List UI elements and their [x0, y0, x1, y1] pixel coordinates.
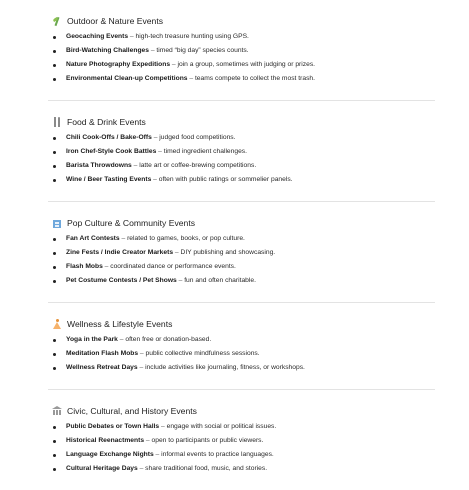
event-list: [52, 333, 435, 375]
section-divider: [48, 100, 435, 101]
section-outdoor-nature: [52, 14, 435, 86]
fork-and-knife-icon: [52, 117, 62, 127]
list-item: Public Debates or Town Halls – engage with social or political issues.: [52, 420, 435, 434]
section-title: Pop Culture & Community Events: [67, 218, 196, 228]
list-item: Flash Mobs – coordinated dance or performance events.: [52, 260, 435, 274]
section-heading: [52, 317, 435, 331]
section-title: Civic, Cultural, and History Events: [67, 406, 197, 416]
section-heading: [52, 115, 435, 129]
section-civic-cultural: [52, 404, 435, 476]
list-item: Nature Photography Expeditions – join a group, sometimes with judging or prizes.: [52, 58, 435, 72]
person-in-lotus-icon: [52, 319, 62, 329]
classical-building-icon: [52, 406, 62, 416]
list-item: Yoga in the Park – often free or donation-based.: [52, 333, 435, 347]
section-title: Food & Drink Events: [67, 117, 146, 127]
section-pop-culture: [52, 216, 435, 288]
list-item: Environmental Clean-up Competitions – teams compete to collect the most trash.: [52, 72, 435, 86]
section-heading: [52, 14, 435, 28]
section-divider: [48, 389, 435, 390]
section-title: Wellness & Lifestyle Events: [67, 319, 173, 329]
list-item: Language Exchange Nights – informal events to practice languages.: [52, 448, 435, 462]
list-item: Meditation Flash Mobs – public collective mindfulness sessions.: [52, 347, 435, 361]
list-item: Bird-Watching Challenges – timed “big day” species counts.: [52, 44, 435, 58]
building-icon: [52, 218, 62, 228]
list-item: Geocaching Events – high-tech treasure hunting using GPS.: [52, 30, 435, 44]
section-divider: [48, 201, 435, 202]
list-item: Pet Costume Contests / Pet Shows – fun and often charitable.: [52, 274, 435, 288]
herb-icon: [52, 16, 62, 26]
event-list: [52, 30, 435, 86]
section-heading: [52, 216, 435, 230]
section-divider: [48, 302, 435, 303]
event-list: [52, 232, 435, 288]
list-item: Wine / Beer Tasting Events – often with public ratings or sommelier panels.: [52, 173, 435, 187]
list-item: Cultural Heritage Days – share traditional food, music, and stories.: [52, 462, 435, 476]
event-list: [52, 131, 435, 187]
section-wellness: [52, 317, 435, 375]
list-item: Barista Throwdowns – latte art or coffee-brewing competitions.: [52, 159, 435, 173]
list-item: Historical Reenactments – open to participants or public viewers.: [52, 434, 435, 448]
section-title: Outdoor & Nature Events: [67, 16, 164, 26]
event-list: [52, 420, 435, 476]
list-item: Iron Chef-Style Cook Battles – timed ingredient challenges.: [52, 145, 435, 159]
list-item: Chili Cook-Offs / Bake-Offs – judged food competitions.: [52, 131, 435, 145]
list-item: Fan Art Contests – related to games, books, or pop culture.: [52, 232, 435, 246]
section-food-drink: [52, 115, 435, 187]
list-item: Zine Fests / Indie Creator Markets – DIY publishing and showcasing.: [52, 246, 435, 260]
section-heading: [52, 404, 435, 418]
list-item: Wellness Retreat Days – include activities like journaling, fitness, or workshops.: [52, 361, 435, 375]
